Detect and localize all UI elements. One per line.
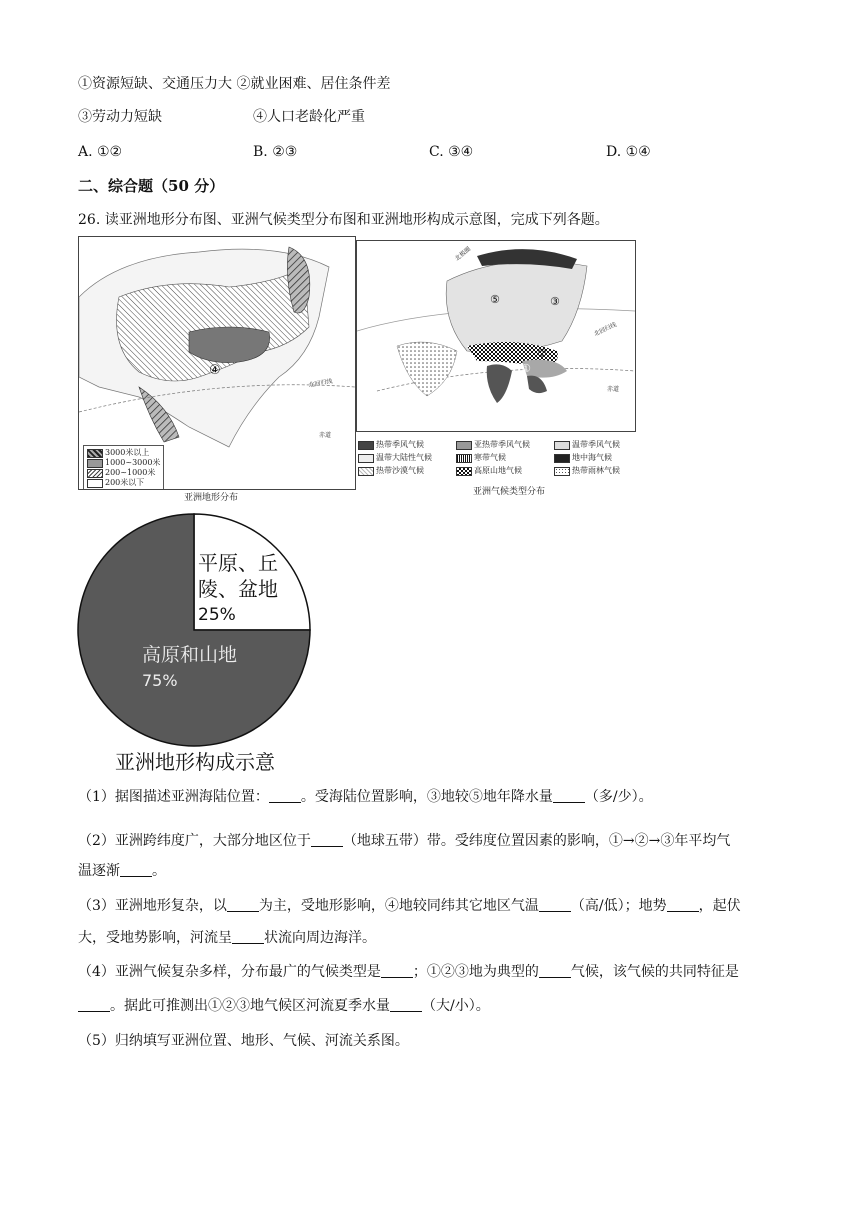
- climate-tropic-label: 北回归线: [592, 321, 618, 338]
- question-text: 状流向周边海洋。: [264, 930, 376, 946]
- question-2-cont: [78, 861, 166, 881]
- question-text: 气候，该气候的共同特征是: [570, 964, 739, 980]
- answer-blank[interactable]: [667, 897, 699, 912]
- answer-blank[interactable]: [227, 897, 259, 912]
- question-text: ；①②③地为典型的: [412, 964, 539, 980]
- question-text: 为主，受地形影响，④地较同纬其它地区气温: [258, 898, 539, 914]
- question-text: （大/小）。: [422, 998, 490, 1014]
- climate-arctic-label: 北极圈: [453, 245, 473, 263]
- pie-label-plains-pct: 25%: [198, 605, 236, 625]
- terrain-map: [78, 236, 356, 490]
- climate-legend-item: 亚热带季风气候: [474, 440, 530, 449]
- climate-map-graphic: [357, 241, 635, 431]
- terrain-legend-item: 3000米以上: [105, 448, 150, 457]
- climate-legend-item: 温带大陆性气候: [376, 453, 432, 462]
- pie-caption: 亚洲地形构成示意: [115, 750, 275, 774]
- choice-b[interactable]: B. ②③: [253, 144, 298, 160]
- question-3: [78, 896, 741, 916]
- terrain-legend-item: 200米以下: [105, 478, 145, 487]
- question-text: 温逐渐: [78, 863, 120, 879]
- pie-label-highlands-line1: 高原和山地: [142, 644, 238, 666]
- climate-legend-item: 寒带气候: [474, 453, 506, 462]
- pie-label-plains-line1: 平原、丘: [198, 551, 278, 575]
- question-text: （2）亚洲跨纬度广，大部分地区位于: [78, 833, 311, 849]
- pie-label-plains: [198, 550, 278, 628]
- climate-equator-label: 赤道: [607, 386, 620, 393]
- question-text: 。: [152, 863, 166, 879]
- climate-label-3: ③: [550, 295, 560, 308]
- q25-options-line1: ①资源短缺、交通压力大 ②就业困难、居住条件差: [78, 76, 391, 92]
- question-text: （多/少）。: [584, 789, 653, 805]
- answer-blank[interactable]: [381, 963, 413, 978]
- climate-legend-item: 热带沙漠气候: [376, 466, 424, 475]
- question-text: 。据此可推测出①②③地气候区河流夏季水量: [110, 998, 390, 1014]
- question-text: （3）亚洲地形复杂，以: [78, 898, 227, 914]
- terrain-map-caption: 亚洲地形分布: [184, 493, 239, 503]
- climate-map-caption: 亚洲气候类型分布: [473, 487, 546, 497]
- q25-option-3: ③劳动力短缺: [78, 109, 162, 125]
- answer-blank[interactable]: [269, 788, 301, 803]
- question-text: （5）归纳填写亚洲位置、地形、气候、河流关系图。: [78, 1033, 409, 1049]
- climate-legend-item: 温带季风气候: [572, 440, 620, 449]
- climate-legend-item: 地中海气候: [572, 453, 612, 462]
- pie-label-highlands-pct: 75%: [142, 671, 178, 690]
- pie-label-plains-line2: 陵、盆地: [198, 577, 278, 601]
- terrain-pie-chart: [76, 512, 312, 748]
- question-4-cont: [78, 996, 490, 1016]
- terrain-label-4: ④: [209, 363, 221, 378]
- question-text: （地球五带）带。受纬度位置因素的影响，①→②→③年平均气: [342, 833, 731, 849]
- answer-blank[interactable]: [78, 997, 110, 1012]
- climate-label-5: ⑤: [490, 293, 500, 306]
- question-text: （高/低）；地势: [570, 898, 667, 914]
- terrain-legend: [83, 445, 164, 490]
- answer-blank[interactable]: [232, 929, 264, 944]
- climate-legend-item: 热带雨林气候: [572, 466, 620, 475]
- question-2: [78, 831, 730, 851]
- section-heading: 二、综合题（50 分）: [78, 177, 225, 195]
- question-text: ，起伏: [698, 898, 741, 914]
- q26-stem: 26. 读亚洲地形分布图、亚洲气候类型分布图和亚洲地形构成示意图，完成下列各题。: [78, 212, 609, 228]
- answer-blank[interactable]: [539, 897, 571, 912]
- pie-label-highlands: [142, 642, 237, 694]
- terrain-tropic-label: 北回归线: [308, 377, 333, 389]
- climate-legend-item: 高原山地气候: [474, 466, 522, 475]
- choice-d[interactable]: D. ①④: [606, 144, 651, 160]
- question-3-cont: [78, 928, 376, 948]
- question-text: 大，受地势影响，河流呈: [78, 930, 232, 946]
- climate-label-1: ①: [521, 362, 531, 375]
- climate-legend: [358, 440, 638, 476]
- choice-c[interactable]: C. ③④: [429, 144, 474, 160]
- answer-blank[interactable]: [311, 832, 343, 847]
- question-text: 。受海陆位置影响，③地较⑤地年降水量: [300, 789, 553, 805]
- terrain-legend-item: 1000~3000米: [105, 458, 161, 467]
- answer-blank[interactable]: [553, 788, 585, 803]
- question-text: （1）据图描述亚洲海陆位置：: [78, 789, 269, 805]
- question-5: [78, 1031, 409, 1051]
- question-text: （4）亚洲气候复杂多样，分布最广的气候类型是: [78, 964, 381, 980]
- answer-blank[interactable]: [390, 997, 422, 1012]
- question-1: [78, 787, 653, 807]
- climate-legend-item: 热带季风气候: [376, 440, 424, 449]
- question-4: [78, 962, 739, 982]
- terrain-equator-label: 赤道: [319, 432, 332, 439]
- climate-map: [356, 240, 636, 432]
- terrain-legend-item: 200~1000米: [105, 468, 156, 477]
- answer-blank[interactable]: [539, 963, 571, 978]
- answer-blank[interactable]: [120, 862, 152, 877]
- choice-a[interactable]: A. ①②: [78, 144, 123, 160]
- climate-label-2: ②: [537, 347, 547, 360]
- q25-option-4: ④人口老龄化严重: [253, 109, 365, 125]
